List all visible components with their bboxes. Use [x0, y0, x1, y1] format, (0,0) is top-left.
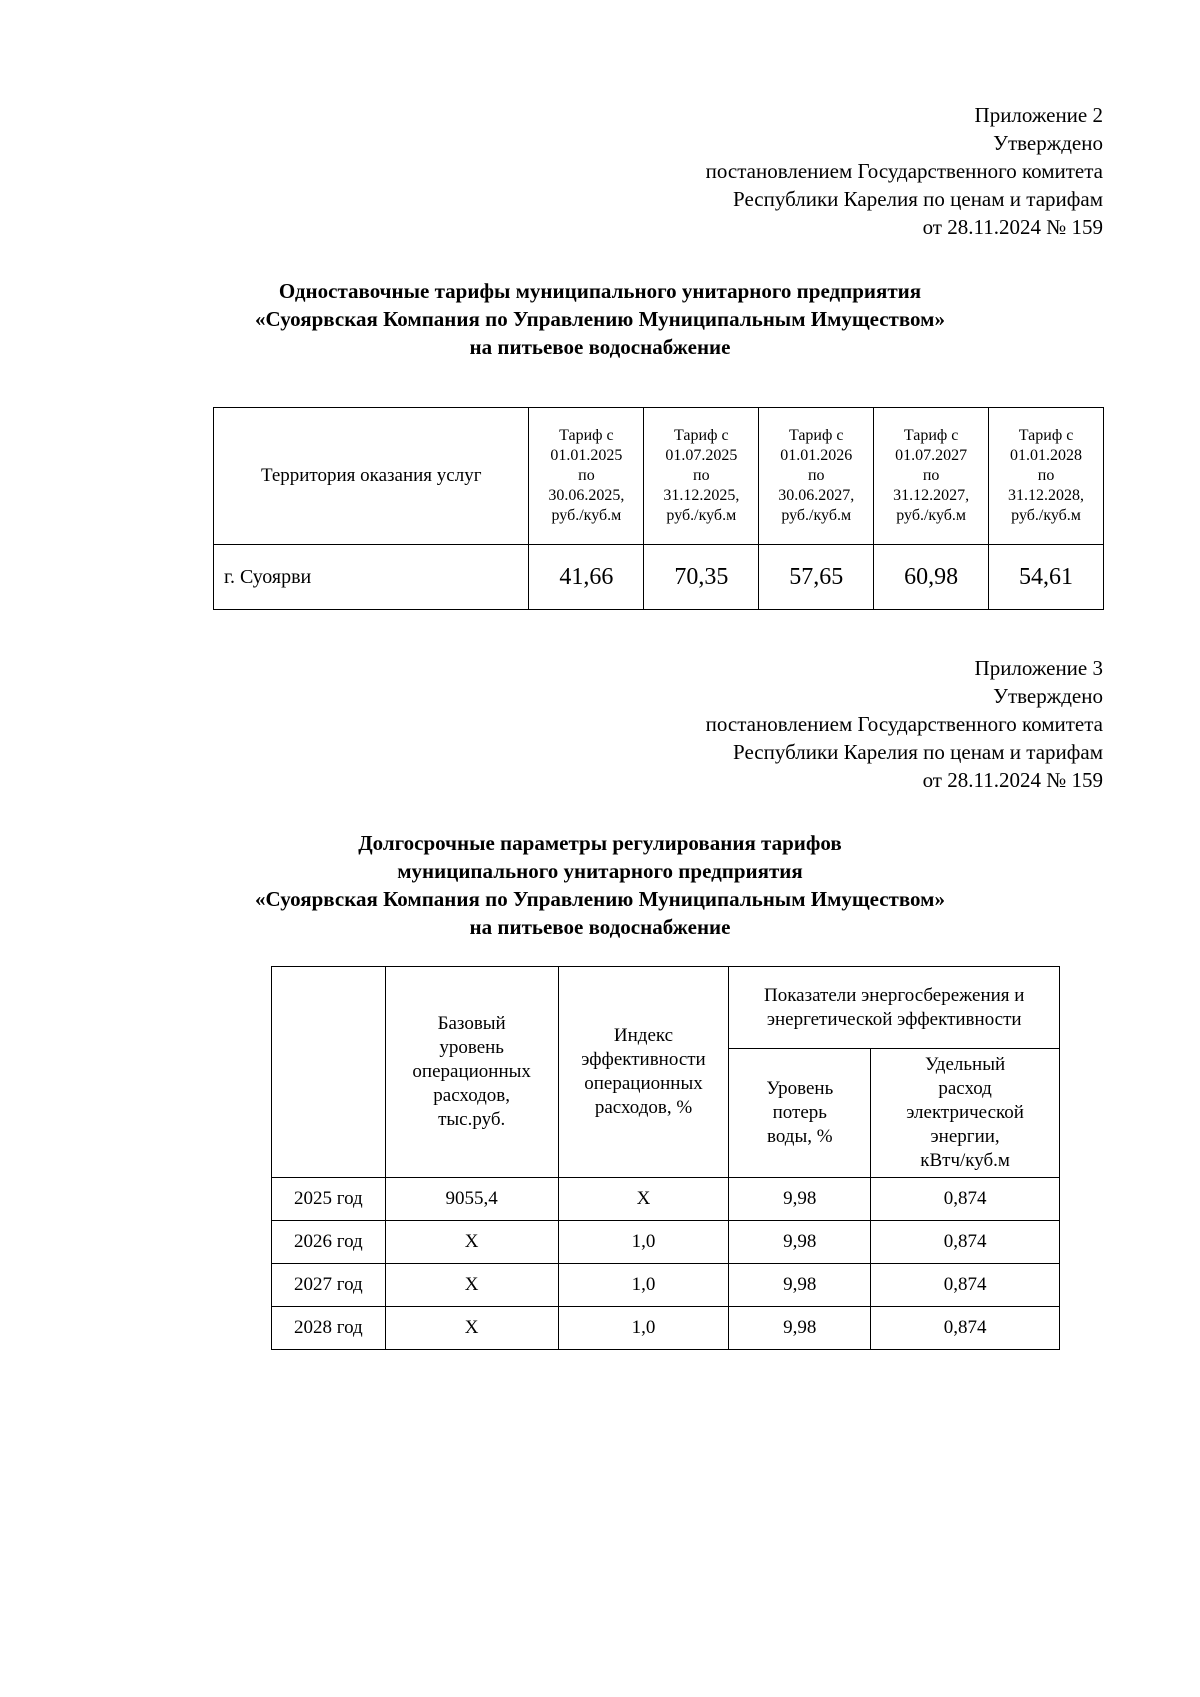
base-cost-cell: 9055,4 [385, 1178, 558, 1221]
water-loss-cell: 9,98 [729, 1264, 871, 1307]
territory-header: Территория оказания услуг [214, 408, 529, 545]
year-cell: 2027 год [272, 1264, 386, 1307]
appendix-3-number: Приложение 3 [974, 656, 1103, 680]
tariffs-title-line-2: «Суоярвская Компания по Управлению Муниципальным Имуществом» [255, 307, 945, 331]
tariff-value: 41,66 [529, 545, 644, 610]
energy-consumption-cell: 0,874 [871, 1307, 1060, 1350]
appendix-3-approved: Утверждено [993, 684, 1103, 708]
water-loss-cell: 9,98 [729, 1178, 871, 1221]
table-row [272, 1264, 1060, 1307]
parameters-title [0, 829, 1200, 941]
appendix-2-approved: Утверждено [993, 131, 1103, 155]
base-cost-header: Базовый уровень операционных расходов, тыс.руб. [385, 967, 558, 1178]
energy-consumption-cell: 0,874 [871, 1264, 1060, 1307]
tariffs-title [0, 277, 1200, 361]
efficiency-index-header: Индекс эффективности операционных расходов, % [558, 967, 729, 1178]
energy-consumption-header: Удельный расход электрической энергии, кВтч/куб.м [871, 1049, 1060, 1178]
tariff-value: 60,98 [874, 545, 989, 610]
territory-cell: г. Суоярви [214, 545, 529, 610]
appendix-3-resolution: постановлением Государственного комитета [705, 712, 1103, 736]
base-cost-cell: X [385, 1307, 558, 1350]
tariff-period-header: Тариф с 01.01.2025 по 30.06.2025, руб./куб.м [529, 408, 644, 545]
tariff-value: 57,65 [759, 545, 874, 610]
water-loss-cell: 9,98 [729, 1221, 871, 1264]
appendix-3-header [706, 654, 1103, 794]
tariff-period-header: Тариф с 01.01.2026 по 30.06.2027, руб./куб.м [759, 408, 874, 545]
tariff-period-header: Тариф с 01.07.2027 по 31.12.2027, руб./куб.м [874, 408, 989, 545]
appendix-3-committee: Республики Карелия по ценам и тарифам [733, 740, 1103, 764]
base-cost-cell: X [385, 1264, 558, 1307]
appendix-2-header [706, 101, 1103, 241]
appendix-2-date: от 28.11.2024 № 159 [922, 215, 1103, 239]
parameters-title-line-2: муниципального унитарного предприятия [397, 859, 803, 883]
parameters-title-line-4: на питьевое водоснабжение [469, 915, 731, 939]
tariff-period-header: Тариф с 01.07.2025 по 31.12.2025, руб./куб.м [644, 408, 759, 545]
appendix-2-resolution: постановлением Государственного комитета [705, 159, 1103, 183]
energy-consumption-cell: 0,874 [871, 1178, 1060, 1221]
year-cell: 2028 год [272, 1307, 386, 1350]
energy-consumption-cell: 0,874 [871, 1221, 1060, 1264]
parameters-table [271, 966, 1060, 1350]
efficiency-index-cell: 1,0 [558, 1264, 729, 1307]
parameters-title-line-3: «Суоярвская Компания по Управлению Муниципальным Имуществом» [255, 887, 945, 911]
year-header [272, 967, 386, 1178]
energy-indicators-header: Показатели энергосбережения и энергетической эффективности [729, 967, 1060, 1049]
table-row [272, 1307, 1060, 1350]
efficiency-index-cell: 1,0 [558, 1221, 729, 1264]
parameters-header-row-1 [272, 967, 1060, 1049]
efficiency-index-cell: X [558, 1178, 729, 1221]
tariffs-header-row [214, 408, 1104, 545]
tariffs-title-line-1: Одноставочные тарифы муниципального унитарного предприятия [278, 279, 922, 303]
appendix-3-date: от 28.11.2024 № 159 [922, 768, 1103, 792]
table-row [272, 1178, 1060, 1221]
table-row [214, 545, 1104, 610]
year-cell: 2025 год [272, 1178, 386, 1221]
year-cell: 2026 год [272, 1221, 386, 1264]
efficiency-index-cell: 1,0 [558, 1307, 729, 1350]
water-loss-header: Уровень потерь воды, % [729, 1049, 871, 1178]
appendix-2-number: Приложение 2 [974, 103, 1103, 127]
tariff-value: 70,35 [644, 545, 759, 610]
water-loss-cell: 9,98 [729, 1307, 871, 1350]
appendix-2-committee: Республики Карелия по ценам и тарифам [733, 187, 1103, 211]
tariff-value: 54,61 [989, 545, 1104, 610]
base-cost-cell: X [385, 1221, 558, 1264]
tariffs-table [213, 407, 1104, 610]
tariff-period-header: Тариф с 01.01.2028 по 31.12.2028, руб./куб.м [989, 408, 1104, 545]
parameters-title-line-1: Долгосрочные параметры регулирования тарифов [358, 831, 842, 855]
tariffs-title-line-3: на питьевое водоснабжение [469, 335, 731, 359]
table-row [272, 1221, 1060, 1264]
